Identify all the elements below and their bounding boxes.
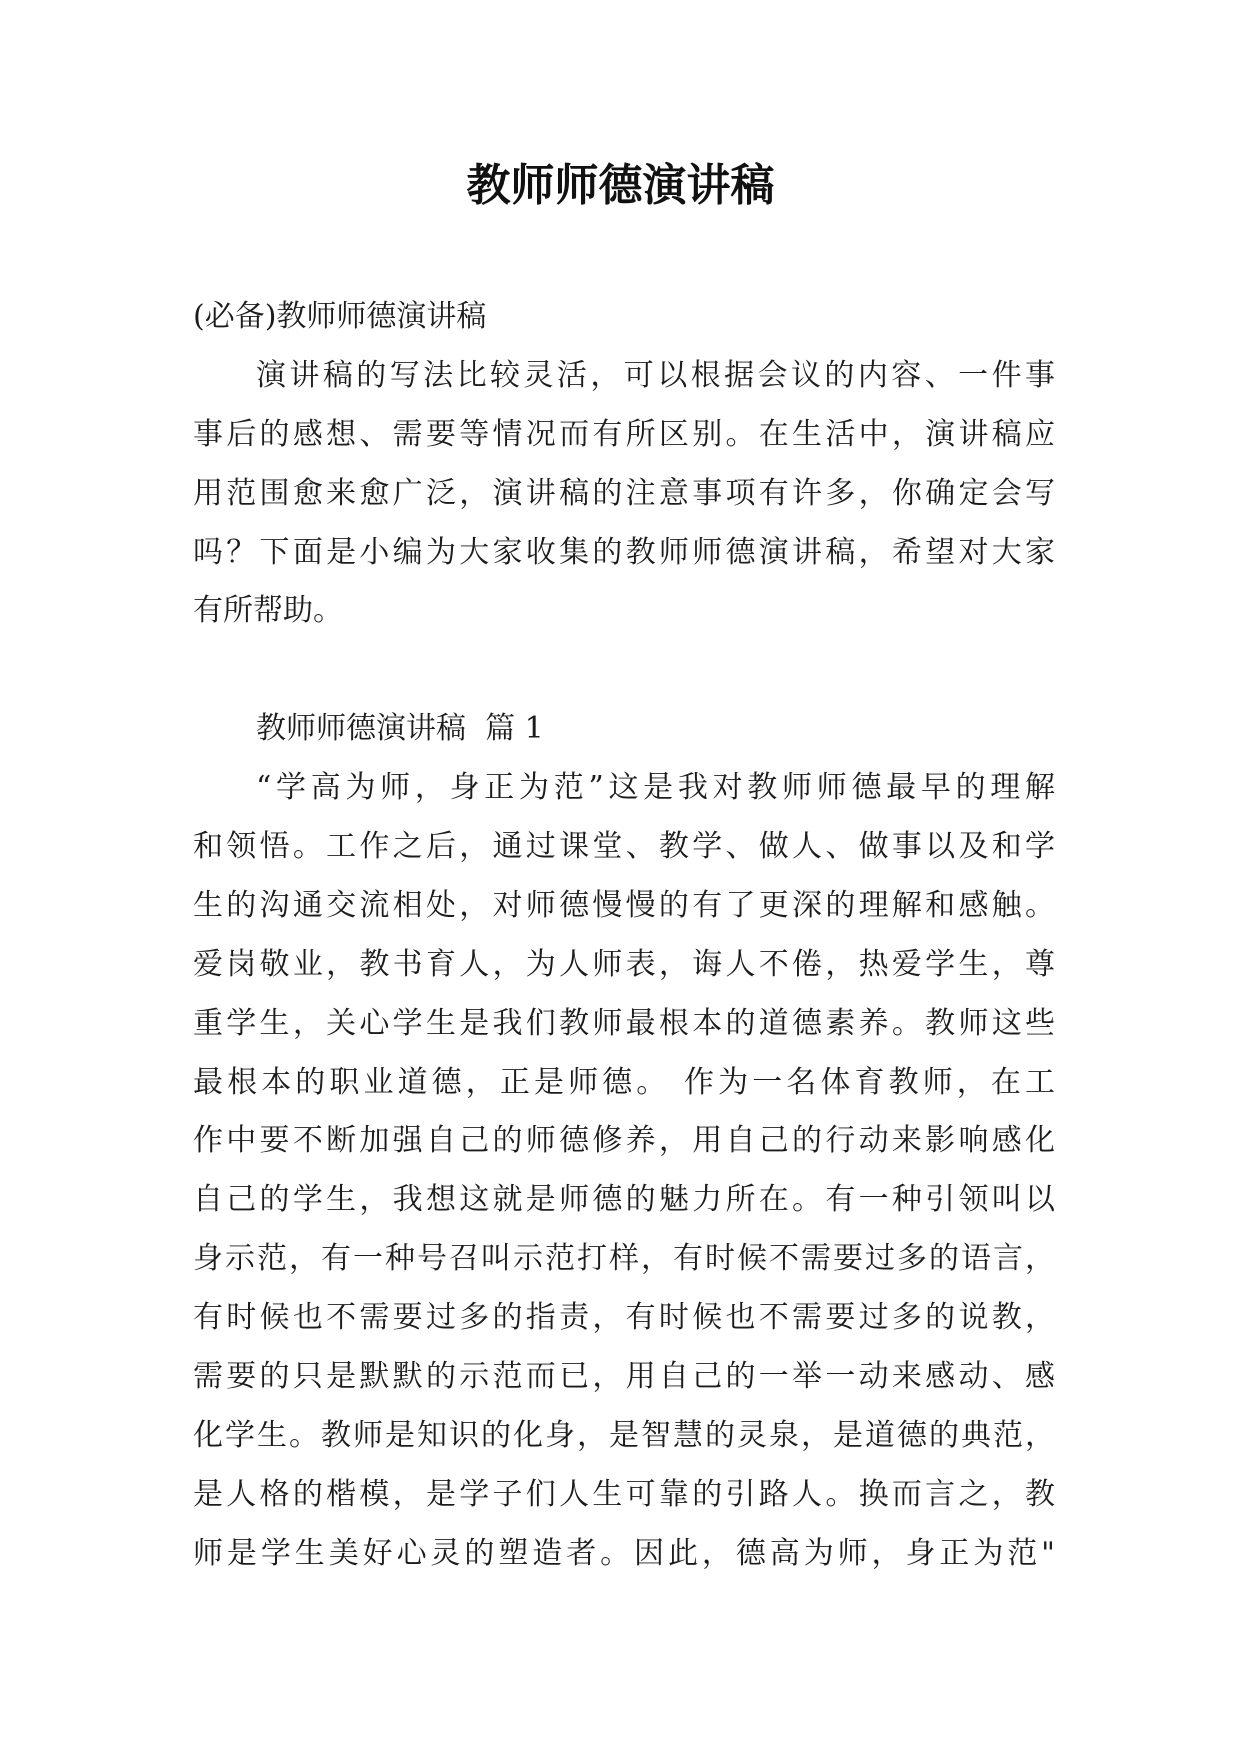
body-line: 自己的学生，我想这就是师德的魅力所在。有一种引领叫以	[193, 1182, 1055, 1218]
body-line: 重学生，关心学生是我们教师最根本的道德素养。教师这些	[193, 1005, 1055, 1041]
body-line: 身示范，有一种号召叫示范打样，有时候不需要过多的语言，	[193, 1241, 1055, 1277]
body-line: 生的沟通交流相处，对师德慢慢的有了更深的理解和感触。	[193, 887, 1055, 923]
body-line: 爱岗敬业，教书育人，为人师表，诲人不倦，热爱学生，尊	[193, 946, 1055, 982]
body-line: 最根本的职业道德，正是师德。 作为一名体育教师，在工	[193, 1064, 1055, 1100]
intro-line: 用范围愈来愈广泛，演讲稿的注意事项有许多，你确定会写	[193, 475, 1055, 511]
body-line: 和领悟。工作之后，通过课堂、教学、做人、做事以及和学	[193, 829, 1055, 865]
body-line: 是人格的楷模，是学子们人生可靠的引路人。换而言之，教	[193, 1476, 1055, 1512]
document-title: 教师师德演讲稿	[466, 160, 775, 211]
body-line: 作中要不断加强自己的师德修养，用自己的行动来影响感化	[193, 1123, 1055, 1159]
paragraph-spacer	[193, 641, 1055, 700]
section-heading: 教师师德演讲稿 篇 1	[256, 711, 544, 747]
intro-line: 事后的感想、需要等情况而有所区别。在生活中，演讲稿应	[193, 416, 1055, 452]
intro-line: 吗？下面是小编为大家收集的教师师德演讲稿，希望对大家	[193, 534, 1055, 570]
document-subtitle: (必备)教师师德演讲稿	[193, 299, 487, 334]
document-body	[193, 288, 1055, 1584]
intro-line: 演讲稿的写法比较灵活，可以根据会议的内容、一件事	[256, 357, 1055, 393]
body-line: 师是学生美好心灵的塑造者。因此，德高为师，身正为范"	[193, 1535, 1055, 1571]
intro-line: 有所帮助。	[193, 593, 343, 629]
body-line: “学高为师，身正为范”这是我对教师师德最早的理解	[256, 770, 1055, 806]
body-line: 需要的只是默默的示范而已，用自己的一举一动来感动、感	[193, 1359, 1055, 1395]
body-line: 化学生。教师是知识的化身，是智慧的灵泉，是道德的典范，	[193, 1417, 1055, 1453]
body-line: 有时候也不需要过多的指责，有时候也不需要过多的说教，	[193, 1300, 1055, 1336]
